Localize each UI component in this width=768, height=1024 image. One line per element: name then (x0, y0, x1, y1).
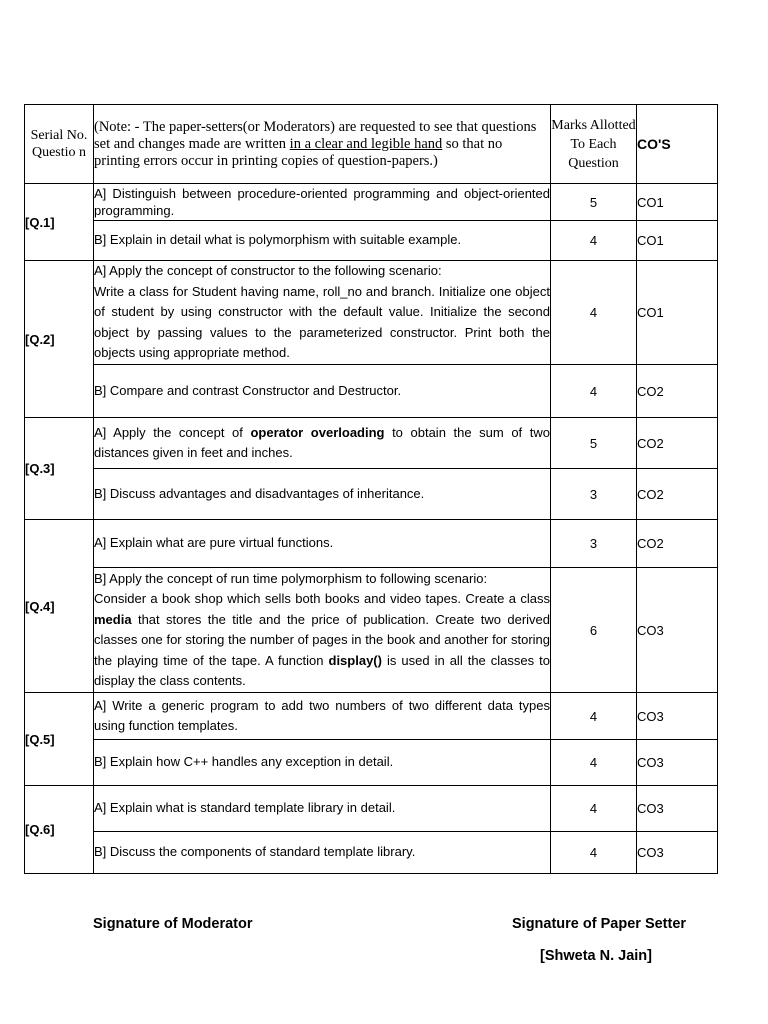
note-text: (Note: - The paper-setters(or Moderators) are requested to see that questions set and changes made are written (94, 118, 537, 152)
bold-term: media (94, 611, 132, 627)
question-text (94, 261, 551, 365)
table-row (25, 261, 718, 365)
question-text: B] Discuss the components of standard template library. (94, 832, 551, 874)
question-line: Write a class for Student having name, roll_no and branch. Initialize one object of student by using constructor with the default value. Initialize the second object by passing values to the parameterized constructor. Print both the objects using appropriate method. (94, 283, 550, 361)
paper-setter-name: [Shweta N. Jain] (540, 948, 652, 964)
co-cell: CO1 (637, 221, 718, 261)
marks-cell: 6 (551, 568, 637, 693)
table-row (25, 221, 718, 261)
co-cell: CO3 (637, 832, 718, 874)
question-number: [Q.5] (25, 693, 94, 786)
question-text (94, 418, 551, 469)
text-span: that stores the title and the price of publication. Create two derived classes one for storing the number of pages in the book and another for storing the playing time of the tape. A function (94, 611, 550, 668)
moderator-signature-label: Signature of Moderator (93, 916, 253, 932)
table-row (25, 786, 718, 832)
marks-cell: 3 (551, 469, 637, 520)
marks-cell: 4 (551, 221, 637, 261)
marks-cell: 5 (551, 418, 637, 469)
question-body (94, 589, 550, 692)
note-underlined-text: in a clear and legible hand (289, 135, 443, 152)
table-row (25, 365, 718, 418)
table-row (25, 520, 718, 568)
table-row (25, 740, 718, 786)
text-span: Consider a book shop which sells both books and video tapes. Create a class (94, 591, 550, 606)
text-span: A] Apply the concept of (94, 424, 251, 440)
bold-term: operator overloading (250, 424, 385, 440)
serial-no-header: Serial No. Questio n (25, 105, 94, 184)
question-text: B] Discuss advantages and disadvantages of inheritance. (94, 469, 551, 520)
table-row (25, 469, 718, 520)
question-number: [Q.3] (25, 418, 94, 520)
question-paper-table (24, 104, 718, 874)
co-cell: CO2 (637, 469, 718, 520)
marks-cell: 3 (551, 520, 637, 568)
marks-cell: 4 (551, 786, 637, 832)
text-span: is used in all the classes to display the class contents. (94, 652, 550, 688)
question-number: [Q.6] (25, 786, 94, 874)
marks-cell: 4 (551, 261, 637, 365)
question-number: [Q.4] (25, 520, 94, 693)
question-text: A] Write a generic program to add two numbers of two different data types using function templates. (94, 693, 551, 740)
question-line: B] Apply the concept of run time polymorphism to following scenario: (94, 570, 488, 586)
question-number: [Q.1] (25, 184, 94, 261)
question-text: A] Explain what is standard template library in detail. (94, 786, 551, 832)
co-cell: CO3 (637, 786, 718, 832)
table-row (25, 418, 718, 469)
paper-setter-signature-label: Signature of Paper Setter (512, 916, 687, 932)
note-text-end: so that no printing errors occur in printing copies of question-papers.) (94, 135, 503, 169)
cos-header: CO'S (637, 105, 718, 184)
header-row (25, 105, 718, 184)
question-text: A] Distinguish between procedure-oriented programming and object-oriented programming. (94, 184, 551, 221)
co-cell: CO2 (637, 520, 718, 568)
question-text: A] Explain what are pure virtual functions. (94, 520, 551, 568)
question-text (94, 568, 551, 693)
marks-cell: 4 (551, 832, 637, 874)
marks-cell: 4 (551, 740, 637, 786)
table-row (25, 184, 718, 221)
co-cell: CO1 (637, 261, 718, 365)
co-cell: CO1 (637, 184, 718, 221)
question-text: B] Explain how C++ handles any exception in detail. (94, 740, 551, 786)
co-cell: CO2 (637, 418, 718, 469)
co-cell: CO2 (637, 365, 718, 418)
marks-cell: 5 (551, 184, 637, 221)
marks-cell: 4 (551, 693, 637, 740)
text-span: to obtain the sum of two distances given in feet and inches. (94, 424, 550, 460)
question-line: A] Apply the concept of constructor to the following scenario: (94, 263, 442, 279)
co-cell: CO3 (637, 740, 718, 786)
bold-term: display() (328, 652, 382, 668)
note-header (94, 105, 551, 184)
marks-header: Marks Allotted To Each Question (551, 105, 637, 184)
marks-cell: 4 (551, 365, 637, 418)
table-row (25, 832, 718, 874)
question-text: B] Explain in detail what is polymorphism with suitable example. (94, 221, 551, 261)
table-row (25, 693, 718, 740)
question-number: [Q.2] (25, 261, 94, 418)
co-cell: CO3 (637, 568, 718, 693)
table-row (25, 568, 718, 693)
question-text: B] Compare and contrast Constructor and Destructor. (94, 365, 551, 418)
co-cell: CO3 (637, 693, 718, 740)
